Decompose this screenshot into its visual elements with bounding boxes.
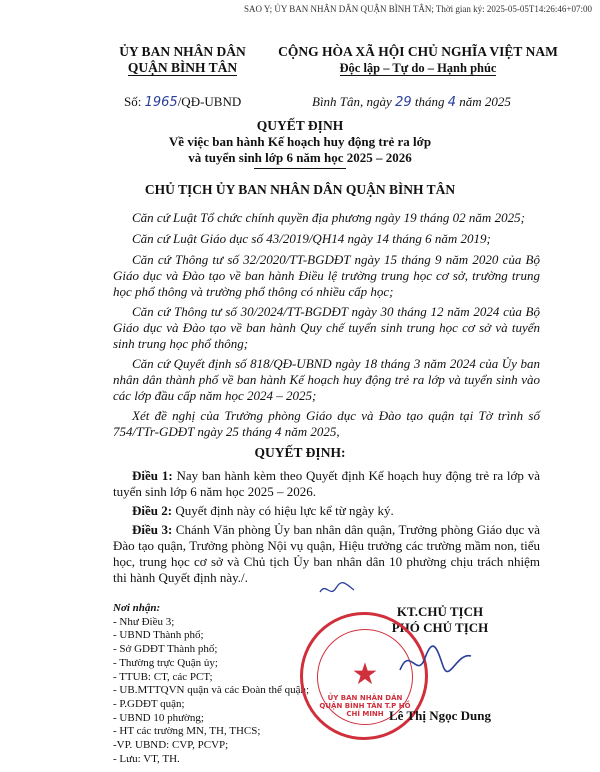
- recipient-item: - HT các trường MN, TH, THCS;: [113, 725, 261, 738]
- recipient-item: -VP. UBND: CVP, PCVP;: [113, 739, 229, 752]
- article-1-text: Nay ban hành kèm theo Quyết định Kế hoạch huy động trẻ ra lớp và tuyển sinh lớp 6 năm học 2025 – 2026.: [113, 468, 540, 499]
- signature-role: PHÓ CHỦ TỊCH: [391, 620, 489, 635]
- recipient-item: - TTUB: CT, các PCT;: [113, 670, 213, 683]
- article-3-text: Chánh Văn phòng Ủy ban nhân dân quận, Trưởng phòng Giáo dục và Đào tạo quận, Trưởng phòng Nội vụ quận, Hiệu trưởng các trường mầm non, tiểu học, trung học cơ sở và Chủ tịch Ủy ban nhân dân 10 phường chịu trách nhiệm thi hành Quyết định này./.: [113, 522, 540, 585]
- recipient-item: - UB.MTTQVN quận và các Đoàn thể quận;: [113, 684, 310, 697]
- handwritten-signature: [395, 640, 475, 685]
- ground-4: Căn cứ Thông tư số 30/2024/TT-BGDĐT ngày 30 tháng 12 năm 2024 của Bộ Giáo dục và Đào tạo về ban hành Quy chế tuyển sinh trung học cơ sở và tuyển sinh trung học phổ thông;: [113, 304, 540, 351]
- recipient-item: - UBND Thành phố;: [113, 629, 204, 642]
- issuer-header: [95, 44, 270, 76]
- nation-title: CỘNG HÒA XÃ HỘI CHỦ NGHĨA VIỆT NAM: [278, 44, 558, 59]
- decides-heading: QUYẾT ĐỊNH:: [254, 445, 346, 460]
- issue-date: [312, 94, 511, 110]
- title-divider: [254, 168, 346, 169]
- date-year: năm 2025: [459, 94, 511, 109]
- article-1-label: Điều 1:: [132, 468, 173, 483]
- article-3: [113, 522, 540, 586]
- nation-motto: Độc lập – Tự do – Hạnh phúc: [339, 61, 497, 75]
- seal-star-icon: ★: [351, 658, 379, 691]
- initial-scribble: [318, 578, 358, 600]
- date-place: Bình Tân, ngày: [312, 94, 392, 109]
- doc-number-suffix: /QĐ-UBND: [177, 94, 242, 109]
- article-2-text: Quyết định này có hiệu lực kể từ ngày ký.: [172, 503, 394, 518]
- document-number: [124, 94, 241, 110]
- ground-6: Xét đề nghị của Trưởng phòng Giáo dục và Đào tạo quận tại Tờ trình số 754/TTr-GDĐT ngày 25 tháng 4 năm 2025,: [113, 408, 540, 439]
- recipient-item: - Sở GDĐT Thành phố;: [113, 643, 218, 656]
- recipient-item: - Thường trực Quận ủy;: [113, 656, 218, 669]
- recipient-item: - UBND 10 phường;: [113, 711, 204, 724]
- ground-3: Căn cứ Thông tư số 32/2020/TT-BGDĐT ngày 15 tháng 9 năm 2020 của Bộ Giáo dục và Đào tạo về ban hành Điều lệ trường trung học cơ sở, trường trung học phổ thông và trường phổ thông có nhiều cấp học;: [113, 252, 540, 299]
- article-3-label: Điều 3:: [132, 522, 173, 537]
- decision-subject-line1: Về việc ban hành Kế hoạch huy động trẻ ra lớp: [168, 134, 432, 149]
- recipients-label: Nơi nhận:: [113, 602, 161, 614]
- recipient-item: - Như Điều 3;: [113, 615, 175, 628]
- signature-for: KT.CHỦ TỊCH: [396, 604, 484, 619]
- digital-copy-stamp: SAO Y; ỦY BAN NHÂN DÂN QUẬN BÌNH TÂN; Thời gian ký: 2025-05-05T14:26:46+07:00: [244, 4, 592, 14]
- article-2: [113, 503, 540, 519]
- nation-header: [268, 44, 568, 76]
- recipients-block: [113, 602, 309, 766]
- recipient-item: - Lưu: VT, TH.: [113, 752, 180, 765]
- doc-number-handwritten: 1965: [144, 95, 178, 110]
- article-2-label: Điều 2:: [132, 503, 173, 518]
- date-day: 29: [395, 95, 412, 110]
- issuing-authority: CHỦ TỊCH ỦY BAN NHÂN DÂN QUẬN BÌNH TÂN: [144, 182, 456, 197]
- ground-5: Căn cứ Quyết định số 818/QĐ-UBND ngày 18 tháng 3 năm 2024 của Ủy ban nhân dân thành phố về ban hành Kế hoạch huy động trẻ ra lớp và tuyển sinh vào các lớp đầu cấp năm học 2024 – 2025;: [113, 356, 540, 403]
- ground-2: Căn cứ Luật Giáo dục số 43/2019/QH14 ngày 14 tháng 6 năm 2019;: [132, 231, 491, 246]
- issuer-line2: QUẬN BÌNH TÂN: [127, 60, 238, 75]
- signer-name: Lê Thị Ngọc Dung: [389, 708, 491, 723]
- date-month-label: tháng: [414, 94, 445, 109]
- decision-title: QUYẾT ĐỊNH: [256, 118, 344, 133]
- recipient-item: - P.GDĐT quận;: [113, 697, 185, 710]
- doc-number-prefix: Số:: [124, 94, 142, 109]
- article-1: [113, 468, 540, 500]
- seal-text: ỦY BAN NHÂN DÂN QUẬN BÌNH TÂN T.P HỒ CHÍ MINH: [319, 694, 411, 718]
- issuer-line1: ỦY BAN NHÂN DÂN: [119, 44, 246, 59]
- ground-1: Căn cứ Luật Tổ chức chính quyền địa phương ngày 19 tháng 02 năm 2025;: [132, 210, 525, 225]
- date-month: 4: [447, 95, 457, 110]
- decision-subject-line2: và tuyển sinh lớp 6 năm học 2025 – 2026: [188, 150, 412, 165]
